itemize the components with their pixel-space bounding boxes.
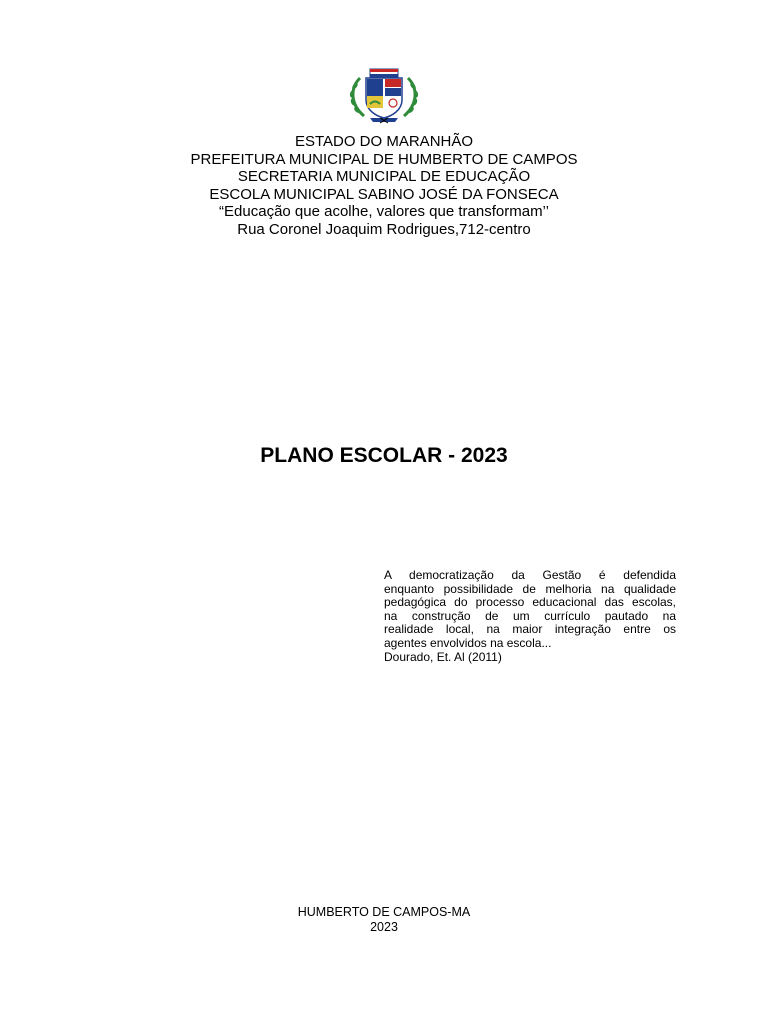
school-address: Rua Coronel Joaquim Rodrigues,712-centro (237, 220, 531, 238)
secretariat-name: SECRETARIA MUNICIPAL DE EDUCAÇÃO (237, 168, 531, 185)
institution-header (0, 133, 768, 238)
prefecture-name: PREFEITURA MUNICIPAL DE HUMBERTO DE CAMPOS (190, 150, 578, 168)
state-name: ESTADO DO MARANHÃO (294, 133, 474, 150)
epigraph (384, 569, 676, 664)
epigraph-line: na construção de um currículo pautado na (384, 608, 676, 623)
school-motto: “Educação que acolhe, valores que transformam’’ (219, 203, 549, 220)
document-footer (0, 905, 768, 935)
epigraph-citation: Dourado, Et. Al (2011) (384, 649, 502, 664)
epigraph-line: agentes envolvidos na escola... (384, 635, 552, 650)
school-name: ESCOLA MUNICIPAL SABINO JOSÉ DA FONSECA (209, 185, 559, 203)
footer-city: HUMBERTO DE CAMPOS-MA (297, 905, 471, 919)
epigraph-line: enquanto possibilidade de melhoria na qualidade (384, 581, 676, 596)
epigraph-line: pedagógica do processo educacional das escolas, (384, 595, 676, 610)
footer-year: 2023 (370, 920, 398, 934)
epigraph-line: A democratização da Gestão é defendida (384, 568, 676, 582)
document-title: PLANO ESCOLAR - 2023 (260, 444, 508, 467)
epigraph-line: realidade local, na maior integração entre os (384, 622, 676, 637)
coat-of-arms-icon (346, 66, 422, 124)
